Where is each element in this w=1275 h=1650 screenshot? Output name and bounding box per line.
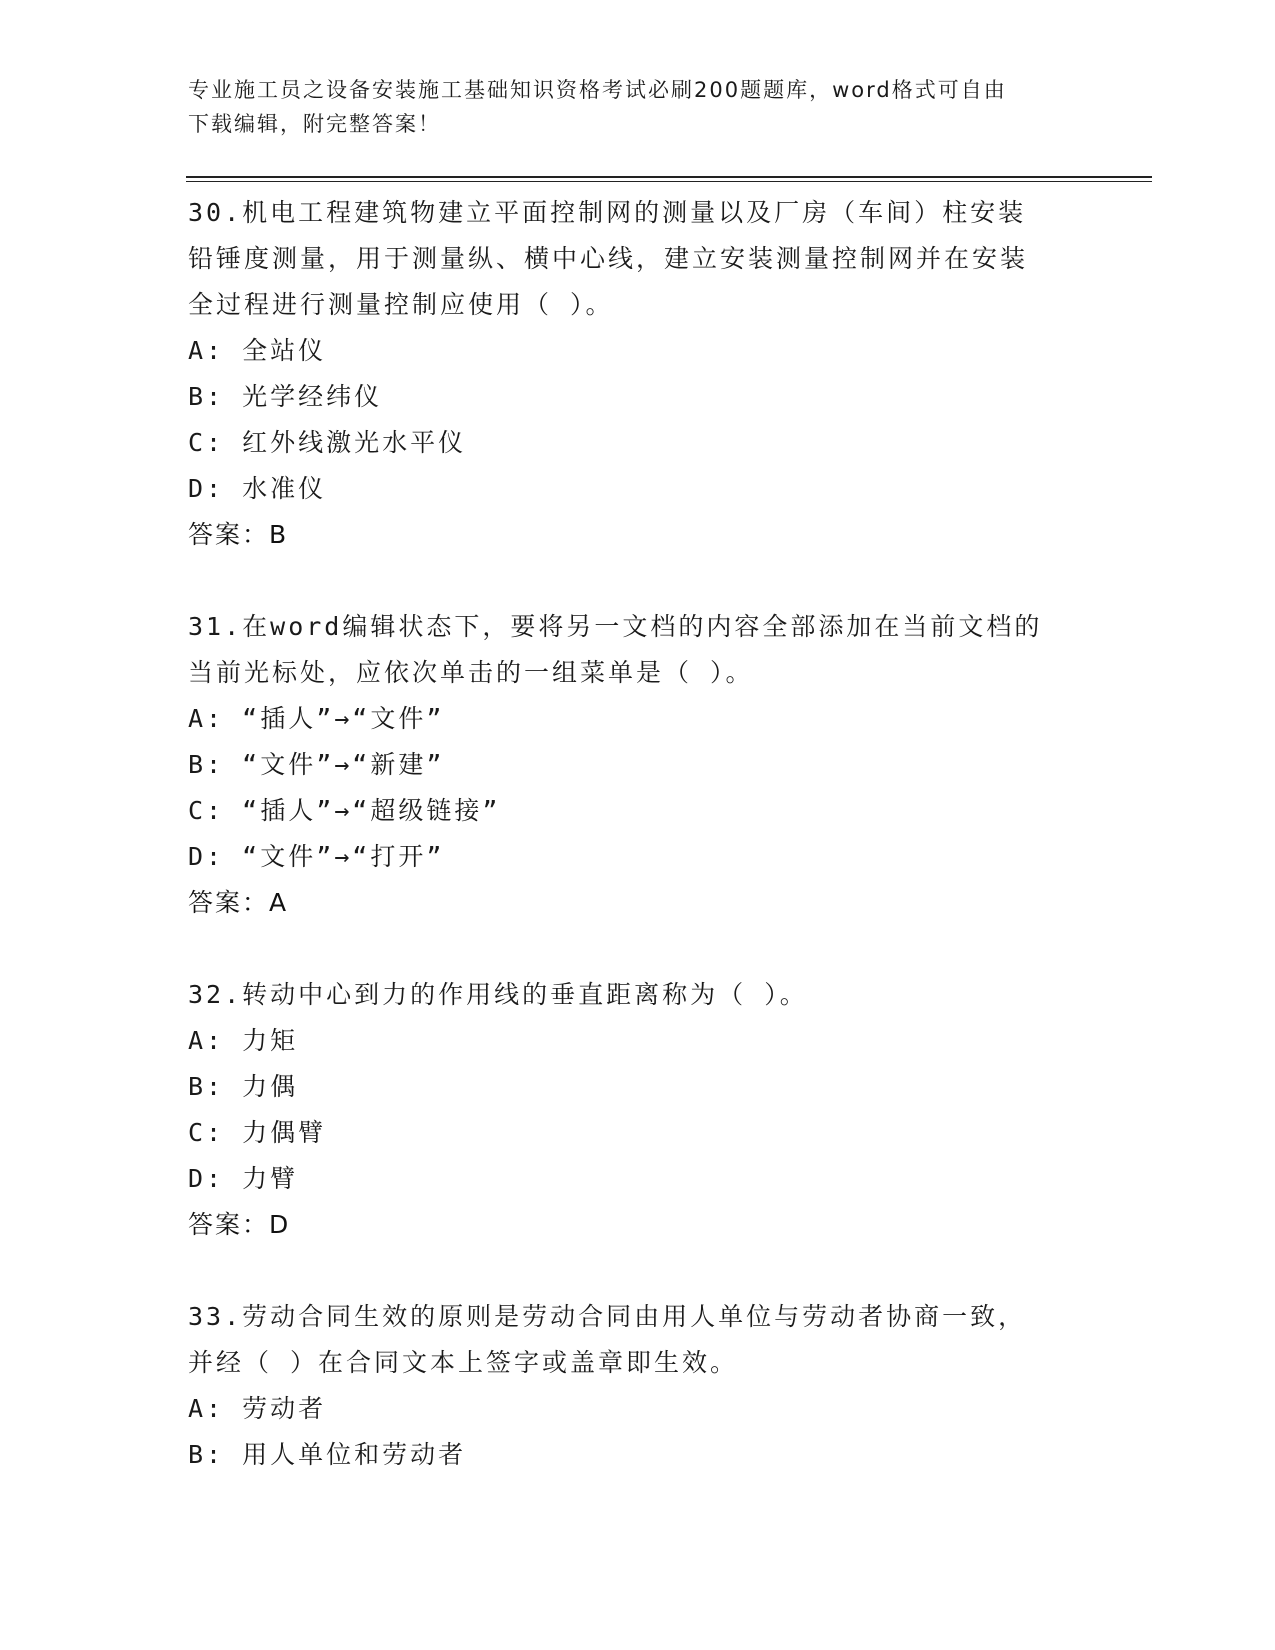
option-d: D: “文件”→“打开” xyxy=(188,842,445,871)
answer-label: 答案：D xyxy=(188,1210,291,1239)
option-c: C: “插人”→“超级链接” xyxy=(188,796,501,825)
document-header xyxy=(188,73,1068,141)
question-list xyxy=(188,190,1088,1524)
option-a: A: “插人”→“文件” xyxy=(188,704,445,733)
option-c: C: 力偶臂 xyxy=(188,1118,327,1147)
question-stem: 32.转动中心到力的作用线的垂直距离称为（ ）。 xyxy=(188,980,808,1009)
question-30 xyxy=(188,190,1088,558)
header-line-1: 专业施工员之设备安装施工基础知识资格考试必刷200题题库，word格式可自由 xyxy=(188,78,1007,102)
option-b: B: 力偶 xyxy=(188,1072,299,1101)
question-stem: 30.机电工程建筑物建立平面控制网的测量以及厂房（车间）柱安装铅锤度测量，用于测量纵、横中心线，建立安装测量控制网并在安装全过程进行测量控制应使用（ ）。 xyxy=(188,198,1029,319)
header-line-2: 下载编辑，附完整答案！ xyxy=(188,112,441,136)
option-c: C: 红外线激光水平仪 xyxy=(188,428,467,457)
option-a: A: 全站仪 xyxy=(188,336,327,365)
option-b: B: 用人单位和劳动者 xyxy=(188,1440,467,1469)
option-a: A: 力矩 xyxy=(188,1026,299,1055)
answer-label: 答案：B xyxy=(188,520,289,549)
question-33 xyxy=(188,1294,1088,1478)
question-stem: 33.劳动合同生效的原则是劳动合同由用人单位与劳动者协商一致，并经（ ）在合同文本上签字或盖章即生效。 xyxy=(188,1302,1027,1377)
header-divider-thick xyxy=(186,176,1152,178)
header-divider-thin xyxy=(186,181,1152,182)
question-32 xyxy=(188,972,1088,1248)
question-31 xyxy=(188,604,1088,926)
option-b: B: 光学经纬仪 xyxy=(188,382,383,411)
answer-label: 答案：A xyxy=(188,888,289,917)
option-d: D: 水准仪 xyxy=(188,474,327,503)
question-stem: 31.在word编辑状态下，要将另一文档的内容全部添加在当前文档的当前光标处，应依次单击的一组菜单是（ ）。 xyxy=(188,612,1043,687)
option-b: B: “文件”→“新建” xyxy=(188,750,445,779)
option-a: A: 劳动者 xyxy=(188,1394,327,1423)
option-d: D: 力臂 xyxy=(188,1164,299,1193)
